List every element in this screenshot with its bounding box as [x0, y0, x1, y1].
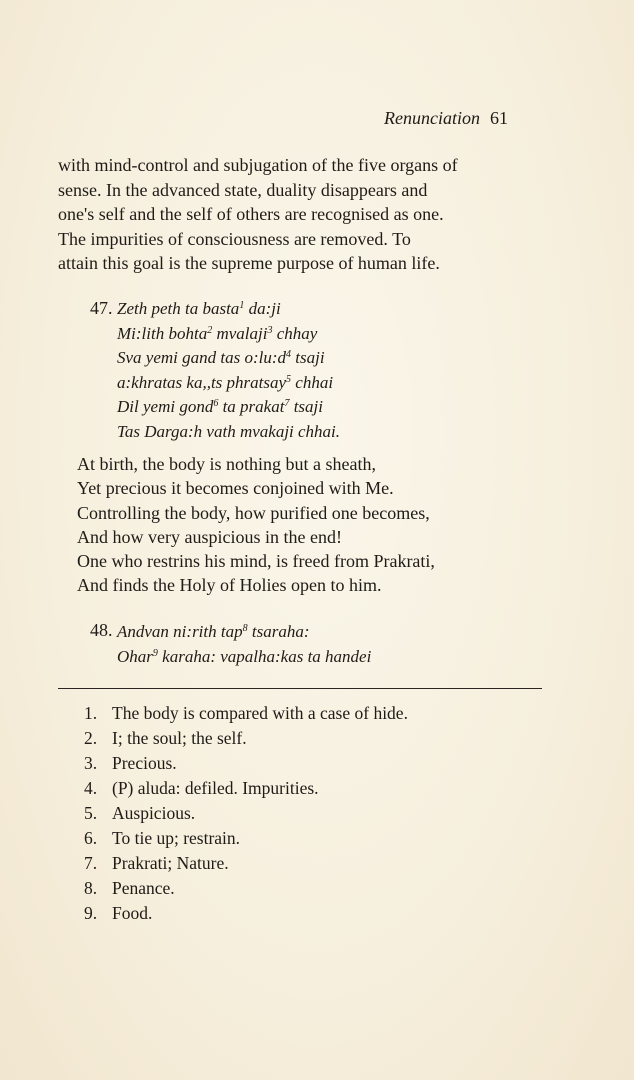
verse-line: Tas Darga:h vath mvakaji chhai. [117, 421, 341, 441]
paragraph-line: one's self and the self of others are recognised as one. [58, 204, 444, 224]
footnote: 7. Prakrati; Nature. [84, 853, 229, 873]
verse-line: Sva yemi gand tas $o:lu:d^4$ tsaji [117, 348, 325, 367]
verse-line: Zeth peth ta basta$^1$ da:ji [117, 299, 281, 318]
translation-line: Controlling the body, how purified one becomes, [77, 502, 430, 523]
translation-line: And how very auspicious in the end! [77, 526, 342, 547]
footnotes [84, 701, 408, 926]
verse-line: Mi:lith bohta$^2$ mvalaji$^3$ chhay [117, 323, 318, 343]
page-number: 61 [489, 108, 508, 128]
verse-line: Andvan ni:rith tap$^8$ tsaraha: [117, 622, 310, 641]
verse-47-number: 47. [90, 298, 113, 318]
verse-48 [117, 620, 371, 669]
footnote: 3. Precious. [84, 753, 177, 773]
footnote: 9. Food. [84, 903, 153, 923]
paragraph-line: sense. In the advanced state, duality disappears and [58, 179, 428, 200]
verse-48-number: 48. [90, 620, 113, 640]
footnote: 6. To tie up; restrain. [84, 828, 241, 848]
body-paragraph [58, 153, 524, 276]
footnote-rule [58, 688, 542, 689]
footnote: 8. Penance. [84, 878, 175, 898]
footnote: 4. (P) aluda: defiled. Impurities. [84, 778, 319, 798]
footnote: 2. I; the soul; the self. [84, 728, 247, 748]
running-head [384, 108, 508, 129]
verse-line: Ohar$^9$ karaha: vapalha:kas ta handei [117, 646, 372, 666]
translation-line: At birth, the body is nothing but a sheath, [77, 454, 376, 474]
footnote: 5. Auspicious. [84, 803, 196, 823]
verse-line: a:khratas ka,,ts phratsay$^5$ chhai [117, 372, 334, 392]
verse-line: Dil yemi gond$^6$ ta prakat$^7$ tsaji [117, 397, 323, 416]
paragraph-line: with mind-control and subjugation of the five organs of [58, 155, 458, 175]
translation-line: Yet precious it becomes conjoined with Me. [77, 478, 394, 499]
paragraph-line: The impurities of consciousness are removed. To [58, 228, 411, 249]
footnote: 1. The body is compared with a case of hide. [84, 703, 408, 723]
paragraph-line: attain this goal is the supreme purpose of human life. [58, 253, 440, 273]
verse-47 [117, 297, 340, 444]
translation-line: One who restrins his mind, is freed from Prakrati, [77, 551, 435, 572]
verse-47-translation [77, 452, 435, 598]
translation-line: And finds the Holy of Holies open to him. [77, 575, 382, 596]
running-head-title: Renunciation [384, 108, 480, 128]
